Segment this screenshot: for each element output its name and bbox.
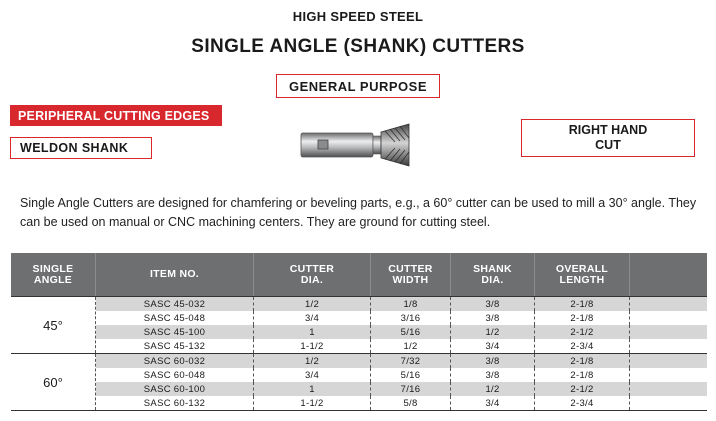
- angle-cell: 45°: [11, 297, 96, 353]
- shank-cell: 3/4: [451, 396, 535, 410]
- description-text: Single Angle Cutters are designed for chamfering or beveling parts, e.g., a 60° cutter can be used to mill a 30° angle. They can be used on manual or CNC machining centers. They are ground for cutting steel.: [20, 196, 697, 229]
- width-cell: 5/16: [371, 325, 451, 339]
- item-cell: SASC 60-132: [96, 396, 254, 410]
- dia-cell: 1: [254, 325, 371, 339]
- length-cell: 2-1/8: [535, 297, 630, 311]
- table-row: [96, 339, 707, 353]
- width-cell: 7/32: [371, 354, 451, 368]
- col-header-shank-dia: SHANK DIA.: [451, 253, 535, 296]
- table-row: [96, 311, 707, 325]
- item-cell: SASC 60-032: [96, 354, 254, 368]
- dia-cell: 1-1/2: [254, 396, 371, 410]
- item-cell: SASC 45-032: [96, 297, 254, 311]
- dia-cell: 1/2: [254, 354, 371, 368]
- blank-cell: [630, 354, 707, 368]
- length-cell: 2-1/2: [535, 325, 630, 339]
- width-cell: 1/2: [371, 339, 451, 353]
- table-row: [96, 382, 707, 396]
- length-cell: 2-3/4: [535, 396, 630, 410]
- table-row: [96, 354, 707, 368]
- length-cell: 2-3/4: [535, 339, 630, 353]
- table-group-60: [11, 353, 707, 411]
- cutter-illustration-icon: [299, 122, 414, 168]
- shank-cell: 3/8: [451, 368, 535, 382]
- angle-cell: 60°: [11, 354, 96, 410]
- dia-cell: 1: [254, 382, 371, 396]
- peripheral-cutting-edges-badge: PERIPHERAL CUTTING EDGES: [10, 105, 222, 126]
- width-cell: 3/16: [371, 311, 451, 325]
- shank-cell: 3/8: [451, 354, 535, 368]
- table-group-45: [11, 296, 707, 353]
- blank-cell: [630, 382, 707, 396]
- item-cell: SASC 60-048: [96, 368, 254, 382]
- specs-table: [11, 253, 707, 411]
- table-row: [96, 325, 707, 339]
- length-cell: 2-1/8: [535, 311, 630, 325]
- col-header-overall-length: OVERALL LENGTH: [535, 253, 630, 296]
- col-header-cutter-dia: CUTTER DIA.: [254, 253, 371, 296]
- width-cell: 5/8: [371, 396, 451, 410]
- general-purpose-badge: GENERAL PURPOSE: [276, 74, 440, 98]
- blank-cell: [630, 396, 707, 410]
- table-row: [96, 368, 707, 382]
- right-hand-cut-badge: RIGHT HAND CUT: [521, 119, 695, 157]
- page-title: SINGLE ANGLE (SHANK) CUTTERS: [191, 36, 525, 57]
- blank-cell: [630, 325, 707, 339]
- shank-cell: 3/8: [451, 297, 535, 311]
- shank-cell: 1/2: [451, 325, 535, 339]
- col-header-item: ITEM NO.: [96, 253, 254, 296]
- shank-cell: 3/4: [451, 339, 535, 353]
- col-header-cutter-width: CUTTER WIDTH: [371, 253, 451, 296]
- col-header-blank: [630, 253, 707, 296]
- table-header: [11, 253, 707, 296]
- supertitle: HIGH SPEED STEEL: [292, 9, 424, 24]
- shank-cell: 3/8: [451, 311, 535, 325]
- width-cell: 7/16: [371, 382, 451, 396]
- table-row: [96, 396, 707, 410]
- dia-cell: 1-1/2: [254, 339, 371, 353]
- width-cell: 5/16: [371, 368, 451, 382]
- item-cell: SASC 45-100: [96, 325, 254, 339]
- blank-cell: [630, 311, 707, 325]
- length-cell: 2-1/8: [535, 354, 630, 368]
- item-cell: SASC 60-100: [96, 382, 254, 396]
- weldon-shank-badge: WELDON SHANK: [10, 137, 152, 159]
- dia-cell: 3/4: [254, 311, 371, 325]
- length-cell: 2-1/2: [535, 382, 630, 396]
- shank-cell: 1/2: [451, 382, 535, 396]
- width-cell: 1/8: [371, 297, 451, 311]
- item-cell: SASC 45-132: [96, 339, 254, 353]
- item-cell: SASC 45-048: [96, 311, 254, 325]
- table-row: [96, 297, 707, 311]
- col-header-angle: SINGLE ANGLE: [11, 253, 96, 296]
- blank-cell: [630, 368, 707, 382]
- dia-cell: 3/4: [254, 368, 371, 382]
- blank-cell: [630, 297, 707, 311]
- length-cell: 2-1/8: [535, 368, 630, 382]
- dia-cell: 1/2: [254, 297, 371, 311]
- blank-cell: [630, 339, 707, 353]
